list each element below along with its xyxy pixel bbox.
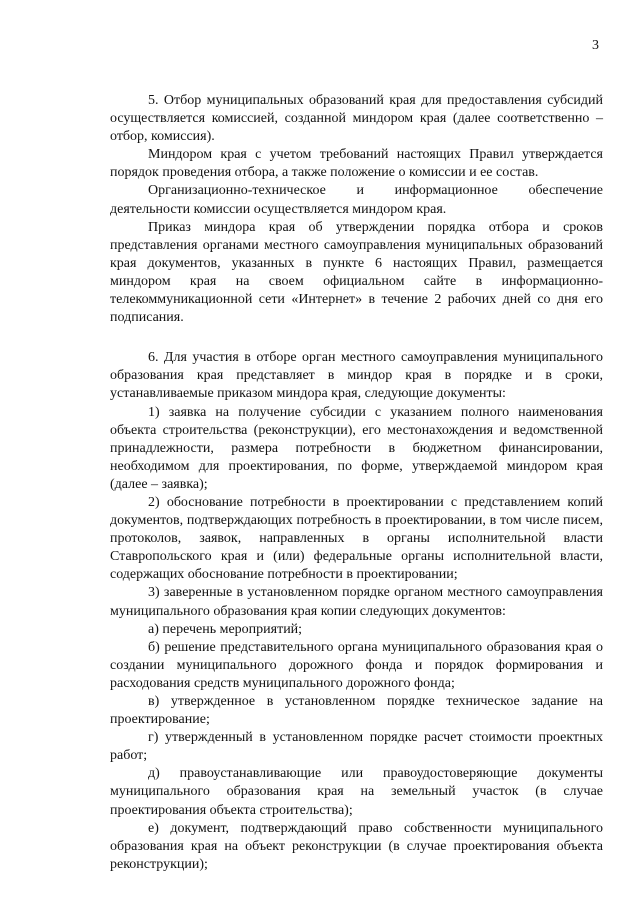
- paragraph-gap: [110, 327, 603, 349]
- list-item-3d: д) правоустанавливающие или правоудостоверяющие документы муниципального образования края на земельный участок (в случае проектирования объекта строительства);: [110, 766, 603, 818]
- list-item-3a: а) перечень мероприятий;: [148, 621, 303, 637]
- list-item-3e: е) документ, подтверждающий право собственности муниципального образования края на объект реконструкции (в случае проектирования объекта реконструкции);: [110, 820, 603, 872]
- list-item-3g: г) утвержденный в установленном порядке расчет стоимости проектных работ;: [110, 730, 603, 764]
- paragraph-6: 6. Для участия в отборе орган местного самоуправления муниципального образования края представляет в миндор края в порядке и в сроки, устанавливаемые приказом миндора края, следующие документы:: [110, 350, 603, 402]
- paragraph-commission-order: Миндором края с учетом требований настоящих Правил утверждается порядок проведения отбора, а также положение о комиссии и ее состав.: [110, 147, 603, 181]
- page-number: 3: [592, 38, 599, 53]
- paragraph-organizational-support: Организационно-техническое и информационное обеспечение деятельности комиссии осуществляется миндором края.: [110, 183, 603, 217]
- paragraph-order-publication: Приказ миндора края об утверждении порядка отбора и сроков представления органами местного самоуправления муниципальных образований края документов, указанных в пункте 6 настоящих Правил, размещается миндором края на своем официальном сайте в информационно-телекоммуникационной сети «Интернет» в течение 2 рабочих дней со дня его подписания.: [110, 219, 603, 326]
- list-item-3: 3) заверенные в установленном порядке органом местного самоуправления муниципального образования края копии следующих документов:: [110, 585, 603, 619]
- list-item-3b: б) решение представительного органа муниципального образования края о создании муниципального дорожного фонда и порядок формирования и расходования средств муниципального дорожного фонда;: [110, 639, 603, 691]
- document-body: [110, 92, 603, 874]
- paragraph-5: 5. Отбор муниципальных образований края для предоставления субсидий осуществляется комиссией, созданной миндором края (далее соответственно – отбор, комиссия).: [110, 93, 603, 145]
- list-item-1: 1) заявка на получение субсидии с указанием полного наименования объекта строительства (реконструкции), его местонахождения и ведомственной принадлежности, размера потребности в бюджетном финансировании, необходимом для проектирования, по форме, утверждаемой миндором края (далее – заявка);: [110, 404, 603, 492]
- list-item-2: 2) обоснование потребности в проектировании с представлением копий документов, подтверждающих потребность в проектировании, в том числе писем, протоколов, заявок, направленных в органы исполнительной власти Ставропольского края и (или) федеральные органы исполнительной власти, содержащих обоснование потребности в проектировании;: [110, 494, 603, 583]
- list-item-3v: в) утвержденное в установленном порядке техническое задание на проектирование;: [110, 694, 603, 728]
